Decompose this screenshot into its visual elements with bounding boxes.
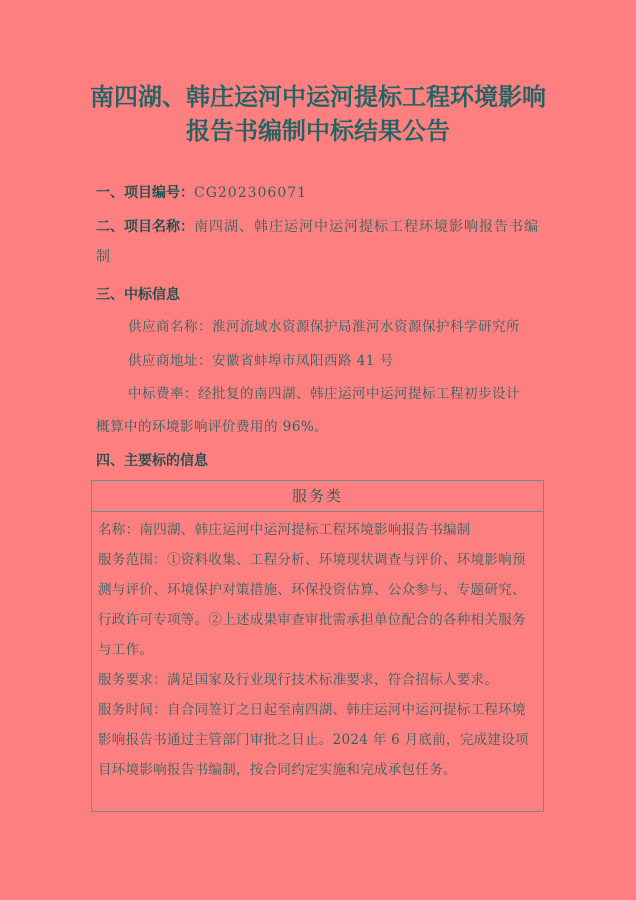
service-name: 名称：南四湖、韩庄运河中运河提标工程环境影响报告书编制 <box>98 522 471 538</box>
project-number-value: CG202306071 <box>194 185 308 201</box>
service-table-body <box>92 512 543 785</box>
section-award-info <box>96 280 544 310</box>
section-project-number <box>96 178 544 208</box>
project-number-heading: 一、项目编号： <box>96 185 194 201</box>
award-fee-line-2: 概算中的环境影响评价费用的 96%。 <box>96 419 329 435</box>
award-fee-line-1: 中标费率：经批复的南四湖、韩庄运河中运河提标工程初步设计 <box>128 386 520 402</box>
title-line-2: 报告书编制中标结果公告 <box>186 117 450 145</box>
section-main-items <box>96 446 544 476</box>
supplier-address: 供应商地址：安徽省蚌埠市凤阳西路 41 号 <box>128 353 394 369</box>
project-name-value: 南四湖、韩庄运河中运河提标工程环境影响报告书编制 <box>96 219 539 265</box>
title-line-1: 南四湖、韩庄运河中运河提标工程环境影响 <box>90 83 546 111</box>
main-items-heading: 四、主要标的信息 <box>96 453 208 469</box>
document-title <box>0 80 636 148</box>
service-info-table <box>91 480 544 812</box>
service-requirement: 服务要求：满足国家及行业现行技术标准要求，符合招标人要求。 <box>98 672 499 688</box>
service-table-header: 服务类 <box>92 481 543 512</box>
section-project-name <box>96 212 544 272</box>
project-name-heading: 二、项目名称： <box>96 219 194 235</box>
service-scope: 服务范围：①资料收集、工程分析、环境现状调查与评价、环境影响预测与评价、环境保护对策措施、环保投资估算、公众参与、专题研究、行政许可专项等。②上述成果审查审批需承担单位配合的各种相关服务与工作。 <box>98 552 526 658</box>
service-time: 服务时间：自合同签订之日起至南四湖、韩庄运河中运河提标工程环境影响报告书通过主管部门审批之日止。2024 年 6 月底前，完成建设项目环境影响报告书编制，按合同约定实施和完成承包任务。 <box>98 702 529 778</box>
supplier-name: 供应商名称：淮河流域水资源保护局淮河水资源保护科学研究所 <box>128 319 520 335</box>
award-info-heading: 三、中标信息 <box>96 287 180 303</box>
